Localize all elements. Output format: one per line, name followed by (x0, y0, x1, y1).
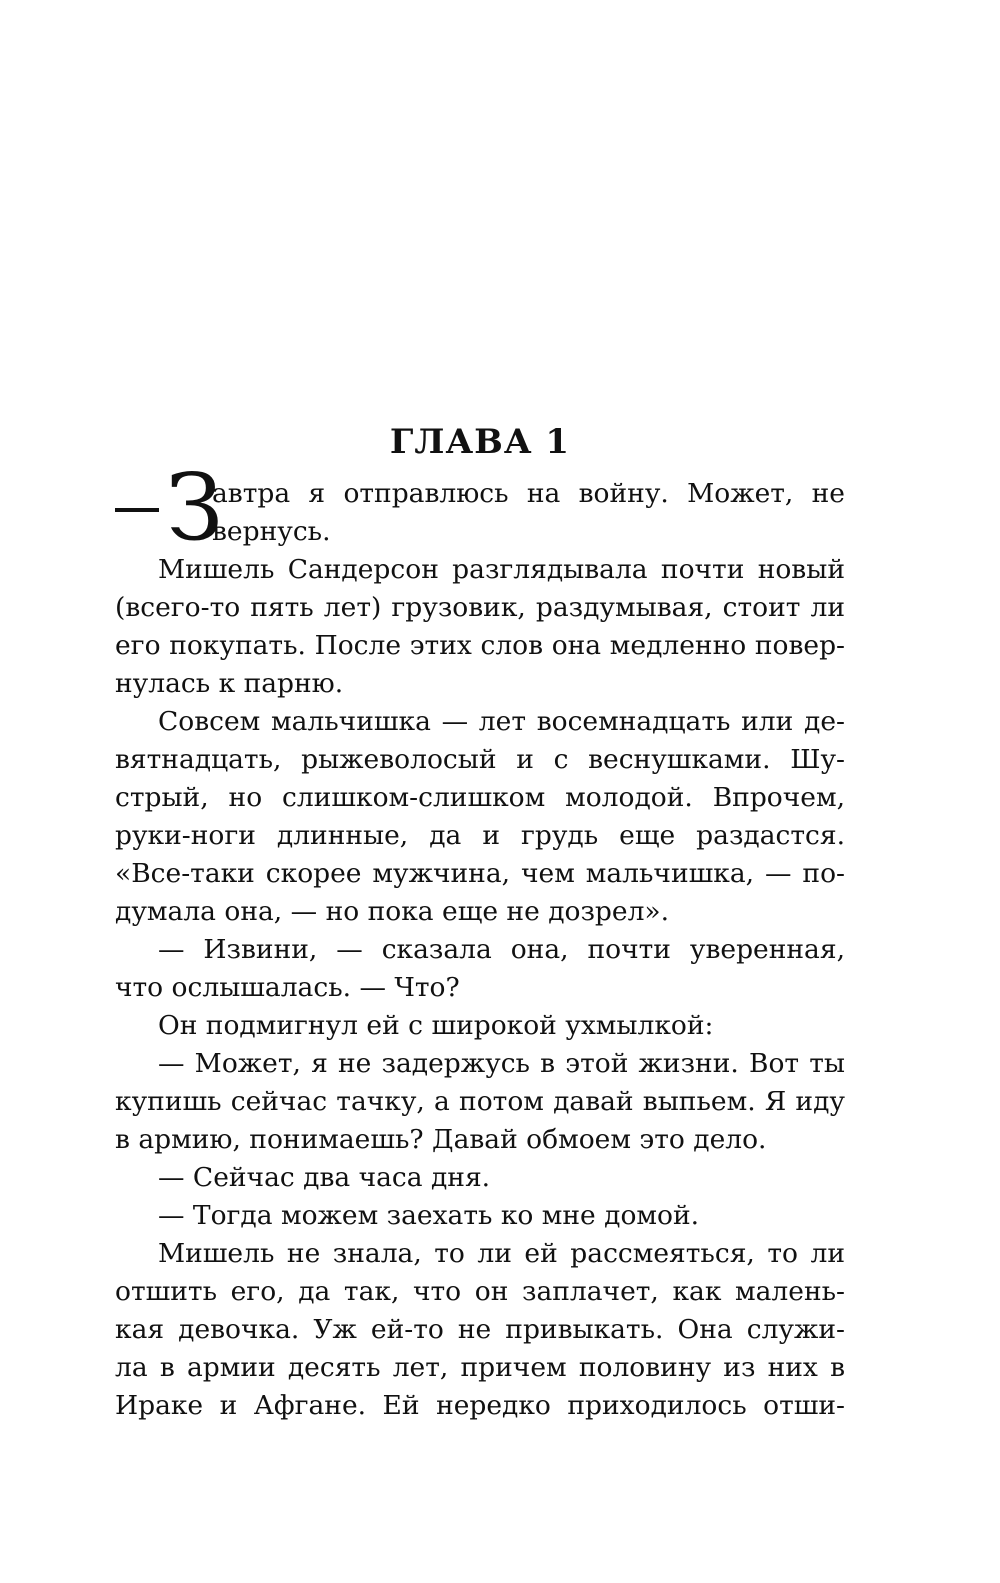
text-line: в армию, понимаешь? Давай обмоем это дело. (115, 1124, 767, 1155)
text-line: Он подмигнул ей с широкой ухмылкой: (158, 1010, 714, 1041)
text-line: стрый, но слишком-слишком молодой. Впрочем, (115, 782, 845, 813)
text-line: вернусь. (212, 516, 331, 547)
text-line: Мишель Сандерсон разглядывала почти новый (158, 554, 845, 585)
text-line: вятнадцать, рыжеволосый и с веснушками. Шу- (115, 744, 845, 775)
text-line: автра я отправлюсь на войну. Может, не (212, 478, 845, 509)
chapter-title: ГЛАВА 1 (389, 422, 571, 462)
text-line: что ослышалась. — Что? (115, 972, 460, 1003)
text-line: его покупать. После этих слов она медленно повер- (115, 630, 845, 661)
text-line: Ираке и Афгане. Ей нередко приходилось отши- (115, 1390, 845, 1421)
text-line: отшить его, да так, что он заплачет, как малень- (115, 1276, 845, 1307)
text-line: думала она, — но пока еще не дозрел». (115, 896, 670, 927)
text-line: — Может, я не задержусь в этой жизни. Вот ты (158, 1048, 845, 1079)
text-line: нулась к парню. (115, 668, 344, 699)
text-line: — Извини, — сказала она, почти уверенная, (158, 934, 845, 965)
dialogue-dash (115, 508, 159, 512)
drop-cap-letter: З (166, 454, 224, 561)
text-line: «Все-таки скорее мужчина, чем мальчишка, — по- (115, 858, 845, 889)
text-line: купишь сейчас тачку, а потом давай выпьем. Я иду (115, 1086, 845, 1117)
text-line: (всего-то пять лет) грузовик, раздумывая, стоит ли (115, 592, 845, 623)
text-line: Мишель не знала, то ли ей рассмеяться, то ли (158, 1238, 845, 1269)
text-line: кая девочка. Уж ей-то не привыкать. Она служи- (115, 1314, 845, 1345)
text-line: — Сейчас два часа дня. (158, 1162, 491, 1193)
text-line: Совсем мальчишка — лет восемнадцать или де- (158, 706, 845, 737)
text-line: — Тогда можем заехать ко мне домой. (158, 1200, 700, 1231)
text-line: руки-ноги длинные, да и грудь еще раздастся. (115, 820, 845, 851)
text-line: ла в армии десять лет, причем половину из них в (115, 1352, 845, 1383)
